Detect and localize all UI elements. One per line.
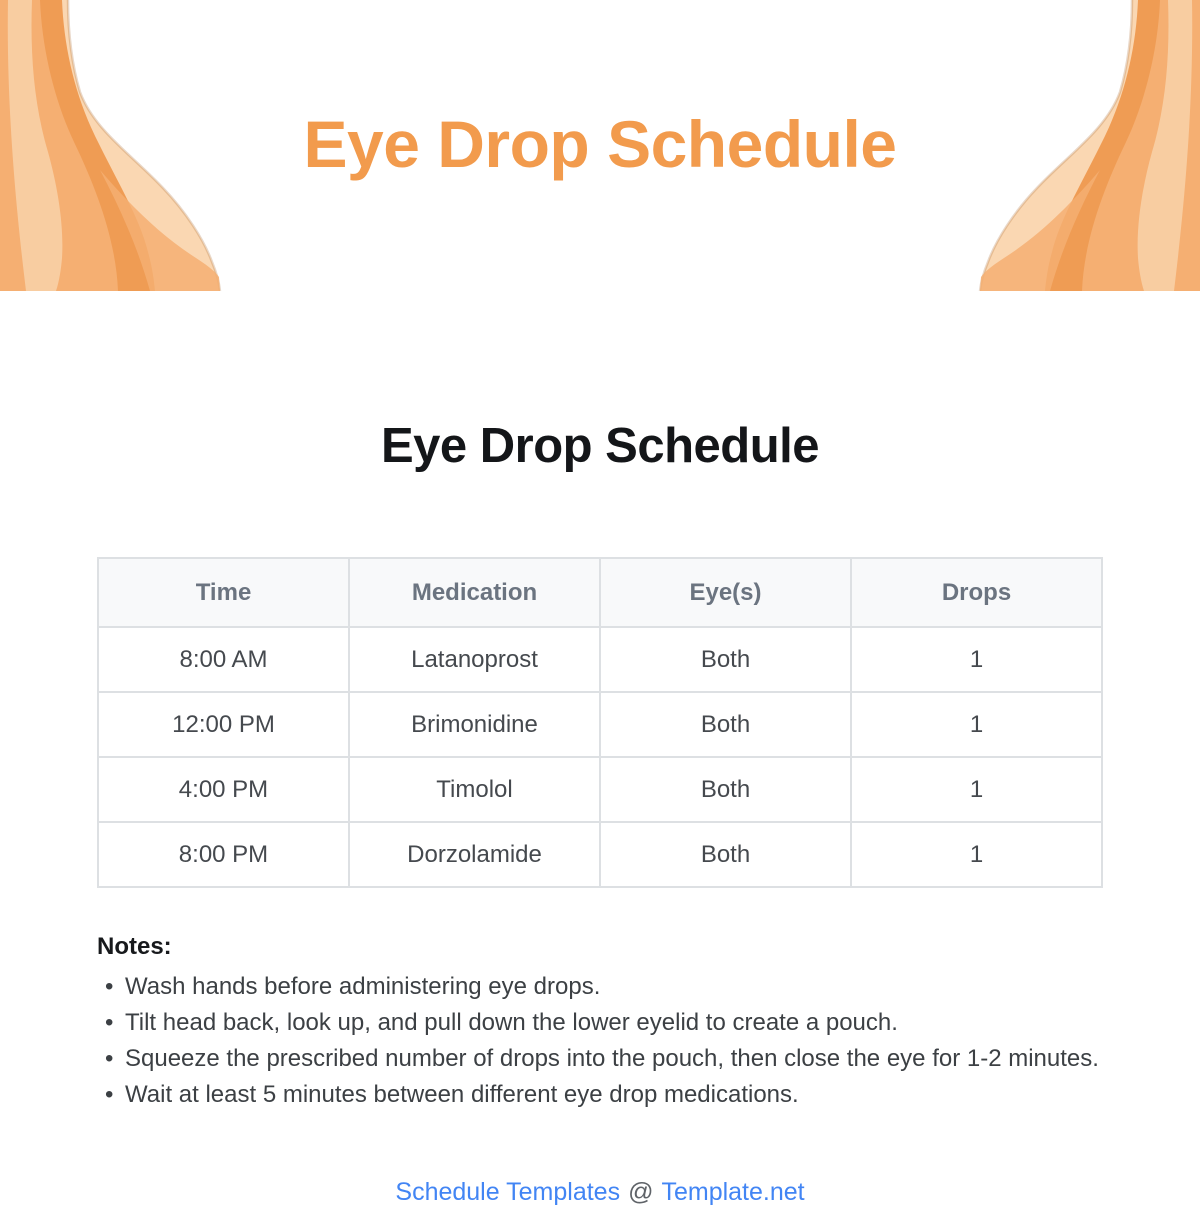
notes-list — [97, 969, 1103, 1113]
table-header-row — [98, 558, 1102, 627]
table-row — [98, 627, 1102, 692]
cell-eyes: Both — [600, 692, 851, 757]
cell-medication: Dorzolamide — [349, 822, 600, 887]
notes-label: Notes: — [97, 933, 172, 960]
column-header-medication: Medication — [349, 558, 600, 627]
cell-eyes: Both — [600, 627, 851, 692]
table-row — [98, 822, 1102, 887]
note-item: • Tilt head back, look up, and pull down the lower eyelid to create a pouch. — [97, 1005, 1103, 1041]
notes-section — [97, 929, 1103, 1113]
cell-time: 8:00 PM — [98, 822, 349, 887]
column-header-eyes: Eye(s) — [600, 558, 851, 627]
cell-time: 8:00 AM — [98, 627, 349, 692]
footer-link-schedule-templates[interactable]: Schedule Templates — [395, 1178, 621, 1206]
table-header — [98, 558, 1102, 627]
schedule-table — [97, 557, 1103, 888]
cell-time: 4:00 PM — [98, 757, 349, 822]
cell-drops: 1 — [851, 692, 1102, 757]
cell-drops: 1 — [851, 822, 1102, 887]
cell-medication: Timolol — [349, 757, 600, 822]
footer — [0, 1176, 1200, 1208]
cell-eyes: Both — [600, 822, 851, 887]
document-heading: Eye Drop Schedule — [380, 419, 820, 473]
cell-drops: 1 — [851, 757, 1102, 822]
column-header-drops: Drops — [851, 558, 1102, 627]
column-header-time: Time — [98, 558, 349, 627]
note-item: • Squeeze the prescribed number of drops into the pouch, then close the eye for 1-2 minutes. — [97, 1041, 1103, 1077]
table-row — [98, 757, 1102, 822]
page-title: Eye Drop Schedule — [303, 107, 897, 181]
cell-medication: Latanoprost — [349, 627, 600, 692]
cell-medication: Brimonidine — [349, 692, 600, 757]
footer-separator: @ — [628, 1178, 654, 1206]
note-item: • Wash hands before administering eye drops. — [97, 969, 1103, 1005]
cell-eyes: Both — [600, 757, 851, 822]
note-item: • Wait at least 5 minutes between different eye drop medications. — [97, 1077, 1103, 1113]
cell-time: 12:00 PM — [98, 692, 349, 757]
table-body — [98, 627, 1102, 887]
cell-drops: 1 — [851, 627, 1102, 692]
footer-link-template-net[interactable]: Template.net — [661, 1178, 805, 1206]
table-row — [98, 692, 1102, 757]
